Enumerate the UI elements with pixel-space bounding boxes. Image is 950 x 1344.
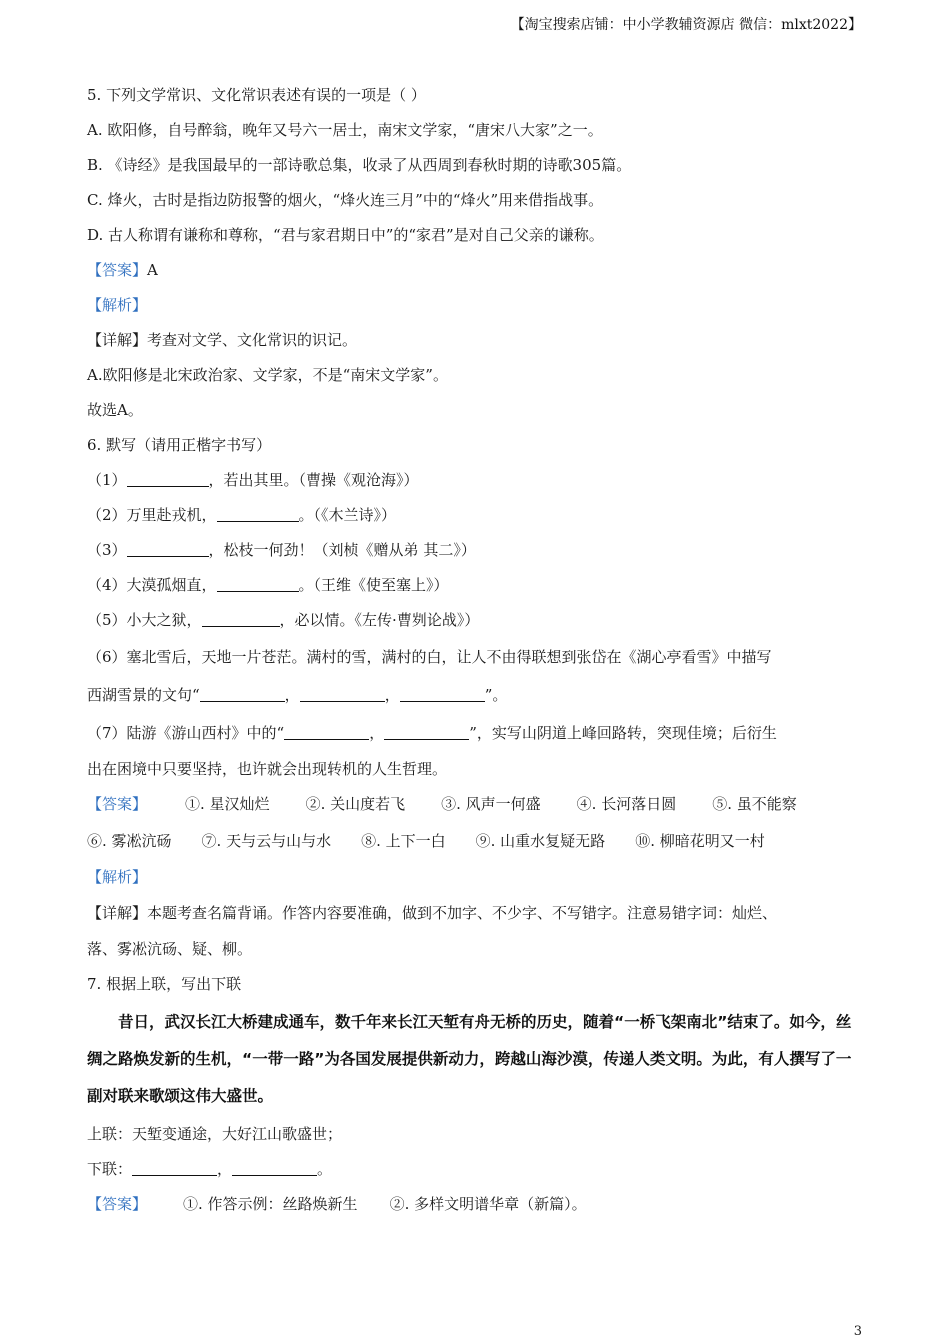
- q6-item-1: （1） ，若出其里。（曹操《观沧海》）: [87, 471, 419, 489]
- document-body: [87, 78, 865, 1222]
- q5-answer-value: A: [147, 261, 158, 279]
- q7-answer: 【答案】 ①. 作答示例：丝路焕新生 ②. 多样文明谱华章（新篇）。: [87, 1195, 587, 1213]
- q7-lower-couplet: 下联： ， 。: [87, 1160, 333, 1178]
- fill-blank: [200, 685, 285, 702]
- page-number: 3: [853, 1324, 862, 1339]
- q6-stem: 6. 默写（请用正楷字书写）: [87, 436, 272, 454]
- q5-option-c: C. 烽火，古时是指边防报警的烟火，“烽火连三月”中的“烽火”用来借指战事。: [87, 191, 604, 209]
- q6-answer-row-2: ⑥. 雾凇沆砀 ⑦. 天与云与山与水 ⑧. 上下一白 ⑨. 山重水复疑无路 ⑩. 柳暗花明又一村: [87, 832, 765, 850]
- fill-blank: [132, 1159, 217, 1176]
- q6-answer-row-1: 【答案】 ①. 星汉灿烂 ②. 关山度若飞 ③. 风声一何盛 ④. 长河落日圆 ⑤. 虽不能察: [87, 795, 797, 813]
- q5-option-d: D. 古人称谓有谦称和尊称，“君与家君期日中”的“家君”是对自己父亲的谦称。: [87, 226, 604, 244]
- q5-option-b: B. 《诗经》是我国最早的一部诗歌总集，收录了从西周到春秋时期的诗歌305篇。: [87, 156, 632, 174]
- q6-item-3: （3） ，松枝一何劲！（刘桢《赠从弟 其二》）: [87, 541, 476, 559]
- q5-detail-2: A.欧阳修是北宋政治家、文学家，不是“南宋文学家”。: [87, 366, 448, 384]
- q6-item-7-line-2: 出在困境中只要坚持，也许就会出现转机的人生哲理。: [87, 760, 448, 778]
- q6-detail-line-2: 落、雾凇沆砀、疑、柳。: [87, 940, 253, 958]
- answer-tag: 【答案】: [87, 1195, 148, 1213]
- q5-analysis-tag: 【解析】: [87, 296, 148, 314]
- q6-item-2: （2）万里赴戎机， 。（《木兰诗》）: [87, 506, 397, 524]
- fill-blank: [202, 610, 280, 627]
- q6-item-4: （4）大漠孤烟直， 。（王维《使至塞上》）: [87, 576, 449, 594]
- fill-blank: [217, 505, 299, 522]
- q5-stem: 5. 下列文学常识、文化常识表述有误的一项是（ ）: [87, 86, 426, 104]
- q6-detail-line-1: 【详解】本题考查名篇背诵。作答内容要准确，做到不加字、不少字、不写错字。注意易错字词：灿烂、: [87, 904, 778, 922]
- q5-conclusion: 故选A。: [87, 401, 143, 419]
- q7-passage: 昔日，武汉长江大桥建成通车，数千年来长江天堑有舟无桥的历史，随着“一桥飞架南北”结束了。如今，丝绸之路焕发新的生机，“一带一路”为各国发展提供新动力，跨越山海沙漠，传递人类文明。为此，有人撰写了一副对联来歌颂这伟大盛世。: [87, 1013, 852, 1105]
- fill-blank: [127, 540, 209, 557]
- fill-blank: [400, 685, 485, 702]
- answer-tag: 【答案】: [87, 795, 148, 813]
- page-header: 【淘宝搜索店铺：中小学教辅资源店 微信：mlxt2022】: [510, 17, 862, 33]
- q5-answer: [87, 253, 865, 288]
- fill-blank: [217, 575, 299, 592]
- q6-item-6-line-2: 西湖雪景的文句“ ， ， ”。: [87, 686, 508, 704]
- answer-tag: 【答案】: [87, 261, 148, 279]
- fill-blank: [127, 470, 209, 487]
- fill-blank: [284, 723, 369, 740]
- q6-item-5: （5）小大之狱， ，必以情。《左传·曹刿论战》）: [87, 611, 480, 629]
- fill-blank: [300, 685, 385, 702]
- q5-detail: 【详解】考查对文学、文化常识的识记。: [87, 331, 358, 349]
- q7-stem: 7. 根据上联，写出下联: [87, 975, 242, 993]
- fill-blank: [384, 723, 469, 740]
- q6-item-7-line-1: （7）陆游《游山西村》中的“ ， ”，实写山阴道上峰回路转，突现佳境；后衍生: [87, 724, 777, 742]
- q7-upper-couplet: 上联：天堑变通途，大好江山歌盛世；: [87, 1125, 343, 1143]
- q6-analysis-tag: 【解析】: [87, 868, 148, 886]
- fill-blank: [232, 1159, 317, 1176]
- q5-option-a: A. 欧阳修，自号醉翁，晚年又号六一居士，南宋文学家，“唐宋八大家”之一。: [87, 121, 603, 139]
- q6-item-6-line-1: （6）塞北雪后，天地一片苍茫。满村的雪，满村的白，让人不由得联想到张岱在《湖心亭看雪》中描写: [87, 648, 772, 666]
